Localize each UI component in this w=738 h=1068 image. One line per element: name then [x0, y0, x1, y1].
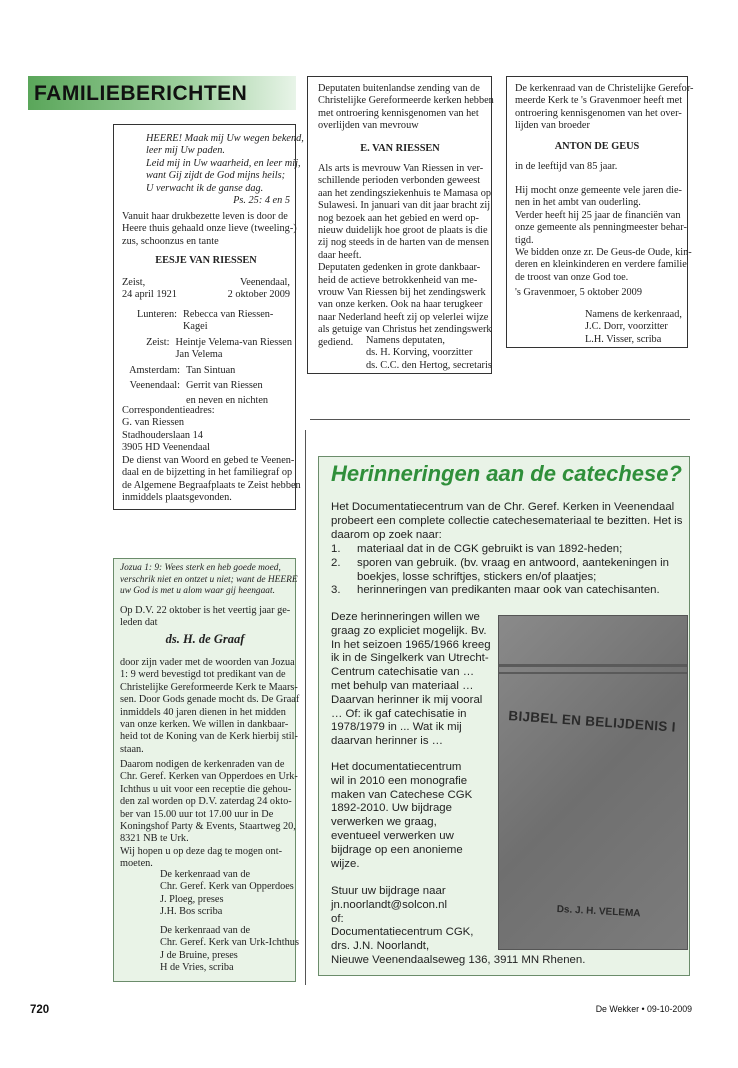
monograph-line: bijdrage op een anonieme: [331, 843, 463, 856]
death-place: Veenendaal,: [239, 277, 290, 288]
body-line: nen in het ambt van ouderling.: [515, 197, 641, 209]
body-line: Hij mocht onze gemeente vele jaren die-: [515, 185, 682, 196]
death-date: 2 oktober 2009: [227, 289, 290, 301]
verse-line: uw God is met u alom waar gij heengaat.: [120, 586, 275, 597]
body-line: naar Nederland heeft zij op velerlei wijze: [318, 311, 489, 323]
monograph-line: wil in 2010 een monografie: [331, 774, 468, 787]
closing-line: De dienst van Woord en gebed te Veenen-: [122, 455, 295, 466]
contact-line: of:: [331, 912, 344, 925]
intro-line: lijden van broeder: [515, 120, 590, 132]
divider-vertical: [305, 430, 306, 985]
body-line: We bidden onze zr. De Geus-de Oude, kin-: [515, 247, 692, 259]
memories-line: 1978/1979 in ... Wat ik mij: [331, 721, 462, 734]
deceased-name: E. VAN RIESSEN: [360, 143, 440, 154]
body-line: schillende perioden verbonden geweest: [318, 175, 481, 187]
signature-line: Namens deputaten,: [366, 335, 445, 346]
relative-name: Heintje Velema-van Riessen: [175, 336, 292, 348]
page-title: FAMILIEBERICHTEN: [34, 82, 248, 105]
verse-line: Jozua 1: 9: Wees sterk en heb goede moed,: [120, 563, 281, 573]
signature-line: J. Ploeg, preses: [160, 893, 224, 905]
section-header-bar: [28, 76, 296, 110]
relative-place: Amsterdam:: [129, 364, 180, 376]
memories-line: graag zo expliciet mogelijk. Bv.: [331, 624, 487, 637]
verse-reference: Ps. 25: 4 en 5: [233, 195, 290, 207]
verse-line: verschrik niet en ontzet u niet; want de HEERE: [120, 574, 298, 585]
signature-line: J.H. Bos scriba: [160, 906, 223, 918]
death-info: [204, 277, 290, 302]
intro-text: [318, 83, 494, 133]
relative-name: Tan Sintuan: [186, 364, 236, 376]
body-line: vrouw Van Riessen bij het zendingswerk: [318, 287, 486, 299]
correspondence-address: [122, 405, 292, 455]
body-line: deren en kleinkinderen en verdere familie: [515, 259, 687, 271]
address-label: Correspondentieadres:: [122, 405, 215, 416]
signature-line: Chr. Geref. Kerk van Opperdoes: [160, 881, 294, 893]
invitation-line: Koningshof Party & Events, Staartweg 20,: [120, 821, 296, 833]
intro-text: [331, 501, 681, 542]
invitation-line: Ichthus u uit voor een receptie die gehou-: [120, 783, 292, 795]
intro-line: Heere thuis gehaald onze lieve (tweeling-): [122, 223, 297, 235]
verse-line: want Gij zijdt de God mijns heils;: [146, 170, 286, 182]
body-line: nog bezoek aan het gebied en werd op-: [318, 212, 479, 224]
closing-line: inmiddels plaatsgevonden.: [122, 492, 232, 504]
intro-text: [122, 211, 297, 248]
body-line: daar heeft.: [318, 249, 362, 261]
page-number: 720: [30, 1004, 50, 1016]
monograph-line: verwerken we graag,: [331, 816, 437, 829]
monograph-text: [331, 761, 501, 871]
memories-text: [331, 611, 501, 749]
body-line: staan.: [120, 743, 144, 755]
signature-opperdoes: [160, 869, 294, 919]
memories-line: Deze herinneringen willen we: [331, 611, 480, 623]
list-text: boekjes, losse schriftjes, stickers en/of plaatjes;: [357, 570, 597, 583]
body-line: inmiddels 40 jaren dienen in het midden: [120, 706, 286, 718]
verse-block: [146, 133, 304, 207]
verse-line: HEERE! Maak mij Uw wegen bekend,: [146, 133, 304, 144]
memories-line: met behulp van materiaal …: [331, 679, 474, 692]
signature-line: Chr. Geref. Kerk van Urk-Ichthus: [160, 937, 299, 949]
condolence-geus: [506, 76, 694, 348]
relative-name: Rebecca van Riessen-Kagei: [183, 309, 274, 333]
signature-urk: [160, 925, 299, 975]
obituary-riessen: [113, 124, 304, 510]
intro-line: Het Documentatiecentrum van de Chr. Geref. Kerken in Veenendaal: [331, 501, 675, 513]
intro-line: De kerkenraad van de Christelijke Gerefor-: [515, 83, 694, 94]
body-line: onze gemeente als penningmeester behar-: [515, 222, 687, 234]
intro-text: [120, 605, 292, 630]
relative-place: Lunteren:: [136, 309, 177, 320]
signature-line: De kerkenraad van de: [160, 869, 251, 880]
body-line: Deputaten gedenken in grote dankbaar-: [318, 262, 481, 274]
notice-title: Herinneringen aan de catechese?: [331, 461, 682, 486]
verse-block: [120, 563, 298, 598]
body-line: tigd.: [515, 234, 534, 246]
place-date: 's Gravenmoer, 5 oktober 2009: [515, 287, 642, 298]
intro-line: Christelijke Gereformeerde kerken hebben: [318, 95, 494, 107]
list-text: materiaal dat in de CGK gebruikt is van 1892-heden;: [357, 543, 623, 555]
list-item: [331, 584, 683, 598]
verse-line: U verwacht ik de ganse dag.: [146, 182, 264, 194]
deceased-name: EESJE VAN RIESSEN: [155, 255, 257, 266]
list-number: 3.: [331, 584, 341, 597]
body-line: sen. Door Gods genade mocht ds. De Graaf: [120, 694, 300, 706]
intro-line: Op D.V. 22 oktober is het veertig jaar ge-: [120, 605, 291, 616]
honoree-name: ds. H. de Graaf: [165, 632, 245, 646]
body-line: aan het zendingsziekenhuis te Mamasa op: [318, 187, 491, 199]
invitation-line: moeten.: [120, 858, 153, 870]
book-cover-image: [498, 615, 688, 950]
wanted-list: [331, 543, 683, 598]
signature-line: J de Bruine, preses: [160, 949, 238, 961]
memories-line: Centrum catechisatie van …: [331, 666, 475, 679]
body-line: Als arts is mevrouw Van Riessen in ver-: [318, 163, 484, 174]
contact-line: drs. J.N. Noorlandt,: [331, 940, 430, 953]
monograph-line: eventueel verwerken uw: [331, 829, 454, 842]
condolence-deputaten: [307, 76, 492, 374]
verse-line: Leid mij in Uw waarheid, en leer mij,: [146, 157, 301, 169]
invitation-line: 8321 NB te Urk.: [120, 833, 189, 845]
book-stripe: [499, 672, 687, 674]
signature: [366, 335, 490, 372]
body-text: [120, 657, 300, 756]
body-line: de troost van onze God toe.: [515, 271, 629, 283]
signature: [585, 309, 685, 346]
relative-row: [122, 337, 292, 362]
invitation-line: ber van 15.00 uur tot 17.00 uur in De: [120, 808, 274, 820]
signature-line: H de Vries, scriba: [160, 962, 234, 974]
list-text: sporen van gebruik. (bv. vraag en antwoord, aantekeningen in: [357, 556, 669, 569]
body-line: heid de actieve betrokkenheid van me-: [318, 274, 478, 286]
contact-address: Nieuwe Veenendaalseweg 136, 3911 MN Rhenen.: [331, 953, 586, 966]
birth-info: [122, 277, 212, 302]
closing-text: [122, 455, 301, 505]
memories-line: … Of: ik gaf catechisatie in: [331, 707, 467, 720]
monograph-line: maken van Catechese CGK: [331, 788, 473, 801]
list-item: [331, 557, 683, 585]
body-text: [515, 185, 692, 284]
memories-line: ik in de Singelkerk van Utrecht-: [331, 652, 489, 665]
book-author: Ds. J. H. VELEMA: [556, 904, 641, 920]
address-line: 3905 HD Veenendaal: [122, 442, 210, 454]
signature-line: L.H. Visser, scriba: [585, 333, 662, 345]
signature-line: ds. H. Korving, voorzitter: [366, 347, 473, 359]
relative-name: Gerrit van Riessen: [186, 380, 263, 392]
intro-line: leden dat: [120, 617, 158, 629]
signature-line: De kerkenraad van de: [160, 925, 251, 936]
intro-line: daarom op zoek naar:: [331, 528, 442, 541]
body-line: Sulawesi. In januari van dit jaar bracht zij: [318, 200, 491, 212]
intro-line: zus, schoonzus en tante: [122, 235, 219, 247]
body-line: zij nog steeds in de harten van de mensen: [318, 237, 489, 249]
relative-row: [122, 380, 292, 392]
birth-place: Zeist,: [122, 277, 146, 288]
monograph-line: Het documentatiecentrum: [331, 761, 462, 773]
body-line: gediend.: [318, 336, 354, 348]
relative-name: Jan Velema: [175, 349, 223, 361]
age-line: in de leeftijd van 85 jaar.: [515, 161, 618, 172]
body-line: heid tot de Koning van de Kerk hierbij stil-: [120, 731, 298, 743]
deceased-name: ANTON DE GEUS: [554, 141, 640, 152]
list-number: 2.: [331, 556, 341, 569]
list-number: 1.: [331, 543, 341, 555]
memories-line: daarvan herinner is …: [331, 735, 444, 748]
intro-line: probeert een complete collectie catechesemateriaal te bezitten. Het is: [331, 514, 683, 527]
list-text: herinneringen van predikanten maar ook van catechisanten.: [357, 584, 660, 597]
body-line: Christelijke Gereformeerde Kerk te Maars-: [120, 681, 298, 693]
book-stripe: [499, 664, 687, 667]
intro-line: meerde Kerk te 's Gravenmoer heeft met: [515, 95, 683, 107]
signature-line: ds. C.C. den Hertog, secretaris: [366, 359, 492, 371]
memories-line: In het seizoen 1965/1966 kreeg: [331, 638, 491, 651]
intro-line: Vanuit haar drukbezette leven is door de: [122, 211, 288, 222]
anniversary-graaf: [113, 558, 300, 982]
body-line: door zijn vader met de woorden van Jozua: [120, 657, 295, 668]
divider-horizontal: [310, 419, 690, 420]
invitation-line: den zal worden op D.V. zaterdag 24 okto-: [120, 796, 292, 808]
body-line: als getuige van Christus het zendingswerk: [318, 324, 492, 336]
relative-place: Veenendaal:: [129, 380, 180, 392]
birth-date: 24 april 1921: [122, 289, 177, 301]
signature-line: J.C. Dorr, voorzitter: [585, 321, 668, 333]
body-line: 1: 9 werd bevestigd tot predikant van de: [120, 669, 286, 681]
memories-line: Daarvan herinner ik mij vooral: [331, 693, 483, 706]
body-text: [318, 163, 492, 349]
monograph-line: wijze.: [331, 857, 360, 870]
invitation-line: Chr. Geref. Kerken van Opperdoes en Urk-: [120, 771, 298, 783]
invitation-line: Wij hopen u op deze dag te mogen ont-: [120, 845, 282, 857]
body-line: van onze kerken. We willen in dankbaar-: [120, 719, 289, 731]
relative-row: [122, 365, 292, 377]
closing-line: daal en de bijzetting in het familiegraf op: [122, 467, 293, 479]
signature-line: Namens de kerkenraad,: [585, 309, 682, 320]
monograph-line: 1892-2010. Uw bijdrage: [331, 802, 452, 815]
verse-line: leer mij Uw paden.: [146, 145, 225, 157]
intro-line: ontroering kennisgenomen van het over-: [515, 107, 682, 119]
contact-line: Documentatiecentrum CGK,: [331, 926, 474, 939]
list-item: [331, 543, 683, 557]
body-line: van onze kerken. Ook na haar terugkeer: [318, 299, 483, 311]
body-line: nieuw duidelijk hoe groot de plaats is die: [318, 225, 488, 237]
intro-line: overlijden van mevrouw: [318, 120, 419, 132]
intro-text: [515, 83, 694, 133]
intro-line: Deputaten buitenlandse zending van de: [318, 83, 480, 94]
nephews-line: en neven en nichten: [186, 395, 269, 407]
address-line: Stadhouderslaan 14: [122, 429, 203, 441]
address-line: G. van Riessen: [122, 417, 185, 429]
relative-row: [122, 309, 292, 334]
body-line: Verder heeft hij 25 jaar de financiën van: [515, 209, 681, 221]
closing-line: de Algemene Begraafplaats te Zeist hebben: [122, 479, 301, 491]
contact-line: Stuur uw bijdrage naar: [331, 885, 446, 897]
intro-line: met ontroering kennisgenomen van het: [318, 107, 479, 119]
contact-email: jn.noorlandt@solcon.nl: [331, 898, 448, 911]
invitation-line: Daarom nodigen de kerkenraden van de: [120, 759, 285, 770]
book-title: BIJBEL EN BELIJDENIS I: [507, 708, 677, 735]
relatives-list: [122, 309, 292, 408]
invitation-text: [120, 759, 298, 871]
relative-place: Zeist:: [146, 336, 170, 348]
issue-info: De Wekker • 09-10-2009: [595, 1004, 692, 1014]
